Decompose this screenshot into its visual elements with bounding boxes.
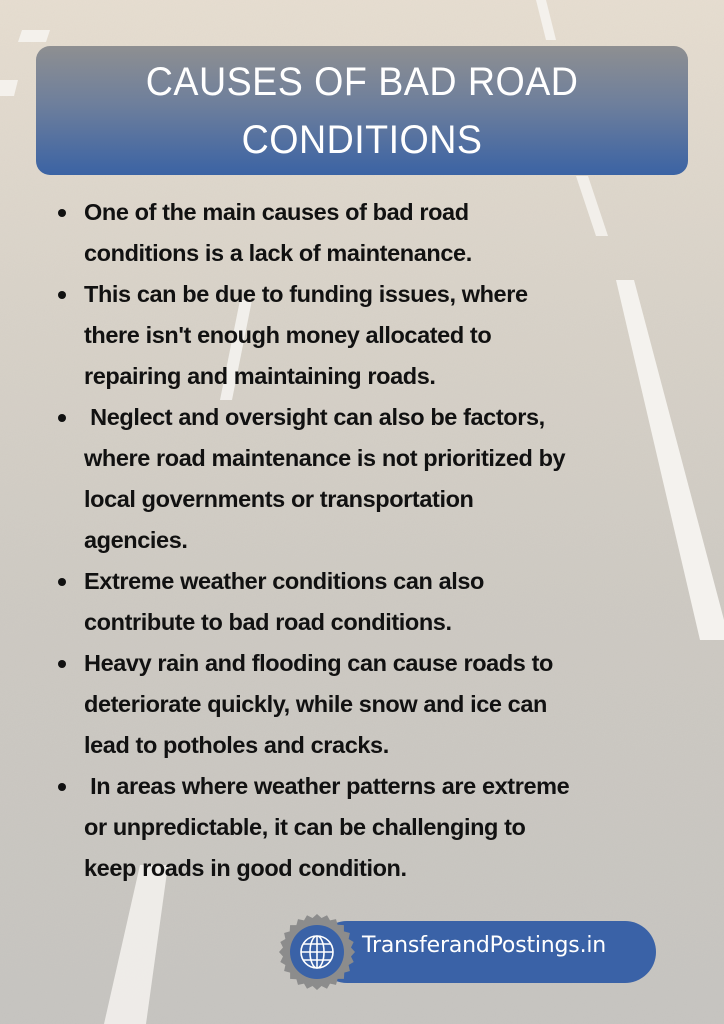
- list-item: [52, 561, 702, 643]
- bullet-line: Heavy rain and flooding can cause roads to: [84, 650, 553, 676]
- bullet-line: lead to potholes and cracks.: [84, 732, 389, 758]
- bullet-line: or unpredictable, it can be challenging to: [84, 814, 526, 840]
- bullet-line: contribute to bad road conditions.: [84, 609, 452, 635]
- bullet-line: This can be due to funding issues, where: [84, 281, 528, 307]
- bullet-line: In areas where weather patterns are extreme: [84, 773, 570, 799]
- bullet-line: Extreme weather conditions can also: [84, 568, 484, 594]
- bullet-line: Neglect and oversight can also be factors,: [84, 404, 545, 430]
- title-banner: [36, 46, 688, 175]
- bullet-line: there isn't enough money allocated to: [84, 322, 492, 348]
- list-item: [52, 643, 702, 766]
- bullet-line: where road maintenance is not prioritized by: [84, 445, 566, 471]
- list-item: [52, 274, 702, 397]
- list-item: [52, 766, 702, 889]
- bullet-dot-icon: [58, 414, 66, 422]
- bullet-line: local governments or transportation: [84, 486, 474, 512]
- causes-list: [52, 192, 702, 889]
- title-line-1: CAUSES OF BAD ROAD: [145, 59, 579, 104]
- bullet-dot-icon: [58, 578, 66, 586]
- title-line-2: CONDITIONS: [241, 117, 483, 162]
- bullet-dot-icon: [58, 660, 66, 668]
- bullet-line: repairing and maintaining roads.: [84, 363, 436, 389]
- list-item: [52, 397, 702, 561]
- bullet-line: One of the main causes of bad road: [84, 199, 469, 225]
- bullet-line: agencies.: [84, 527, 188, 553]
- bullet-line: conditions is a lack of maintenance.: [84, 240, 472, 266]
- globe-icon: [278, 913, 356, 991]
- bullet-dot-icon: [58, 209, 66, 217]
- bullet-line: deteriorate quickly, while snow and ice can: [84, 691, 547, 717]
- bullet-dot-icon: [58, 783, 66, 791]
- bullet-dot-icon: [58, 291, 66, 299]
- website-badge[interactable]: [276, 913, 656, 991]
- website-link[interactable]: TransferandPostings.in: [362, 933, 607, 958]
- bullet-line: keep roads in good condition.: [84, 855, 407, 881]
- list-item: [52, 192, 702, 274]
